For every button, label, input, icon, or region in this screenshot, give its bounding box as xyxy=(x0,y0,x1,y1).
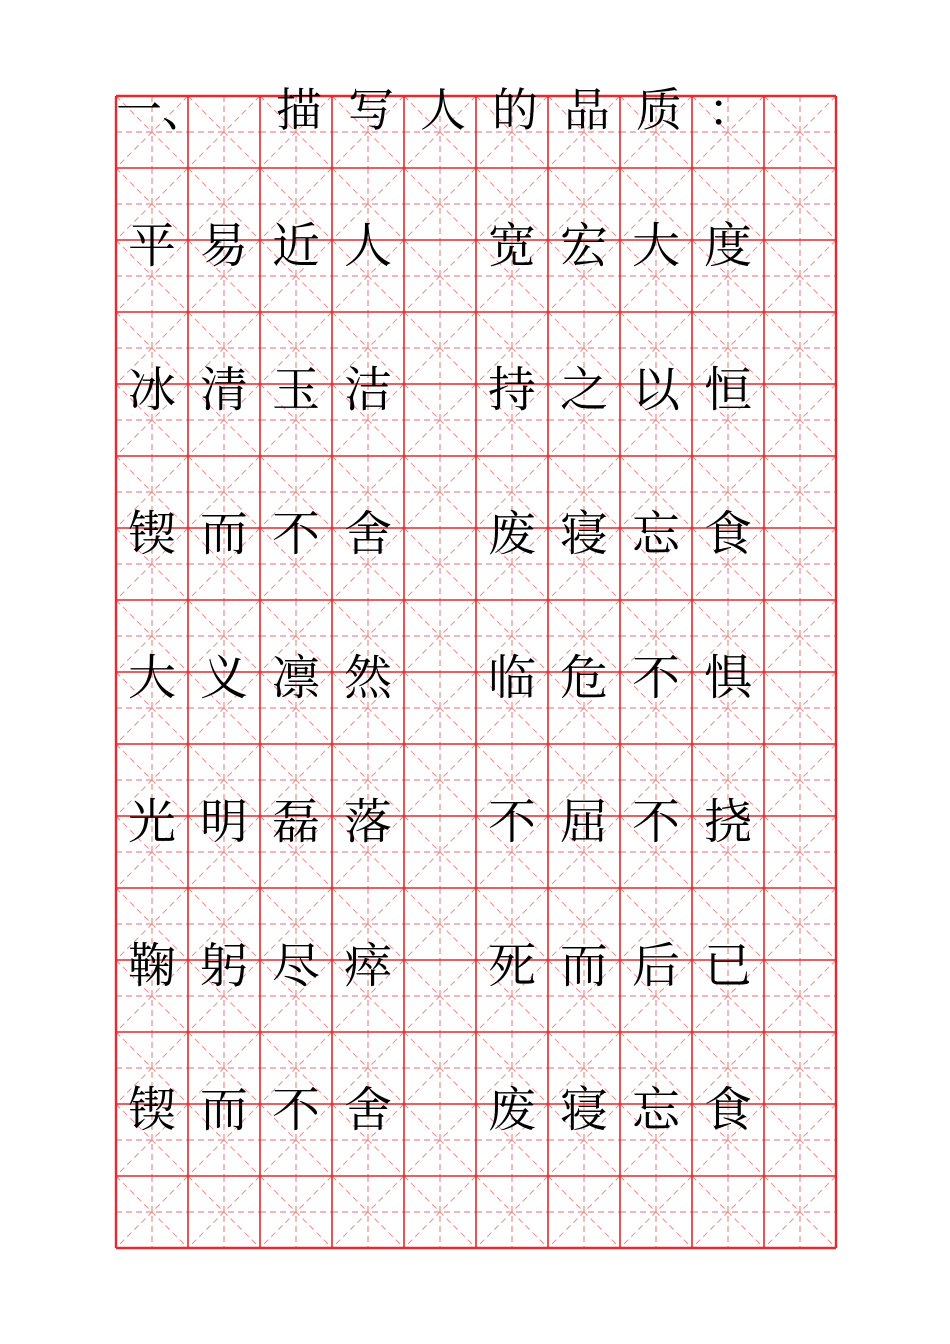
idiom-left-char: 平 xyxy=(127,218,176,274)
idiom-left-char: 光 xyxy=(127,794,176,850)
idiom-left-char: 义 xyxy=(199,650,248,706)
idiom-row xyxy=(116,642,836,714)
idiom-left-char: 易 xyxy=(199,218,248,274)
idiom-left-char: 落 xyxy=(343,794,392,850)
idiom-right-char: 后 xyxy=(631,938,680,994)
idiom-right-char: 恒 xyxy=(703,362,752,418)
idiom-left-char: 近 xyxy=(271,218,320,274)
idiom-right-char: 宏 xyxy=(559,218,608,274)
heading xyxy=(116,82,836,138)
idiom-right-char: 屈 xyxy=(559,794,608,850)
idiom-right-char: 临 xyxy=(487,650,536,706)
idiom-right-char: 死 xyxy=(487,938,536,994)
idiom-row xyxy=(116,930,836,1002)
idiom-row xyxy=(116,210,836,282)
idiom-left-char: 锲 xyxy=(127,506,176,562)
idiom-right-char: 而 xyxy=(559,938,608,994)
idiom-left-char: 而 xyxy=(199,1082,248,1138)
idiom-row xyxy=(116,1074,836,1146)
idiom-left-char: 明 xyxy=(199,794,248,850)
heading-char: 描 xyxy=(276,83,322,137)
heading-char: 品 xyxy=(564,83,610,137)
idiom-left-char: 鞠 xyxy=(127,938,176,994)
idiom-left-char: 舍 xyxy=(343,1082,392,1138)
idiom-right-char: 危 xyxy=(559,650,608,706)
idiom-left-char: 洁 xyxy=(343,362,392,418)
idiom-left-char: 磊 xyxy=(271,794,320,850)
idiom-right-char: 大 xyxy=(631,218,680,274)
idiom-right-char: 忘 xyxy=(631,506,680,562)
heading-char: 人 xyxy=(420,83,466,137)
idiom-right-char: 已 xyxy=(703,938,752,994)
idiom-left-char: 不 xyxy=(271,1082,320,1138)
idiom-right-char: 废 xyxy=(487,506,536,562)
idiom-left-char: 躬 xyxy=(199,938,248,994)
idiom-right-char: 不 xyxy=(631,794,680,850)
idiom-left-char: 瘁 xyxy=(343,938,392,994)
heading-char: 质 xyxy=(636,83,682,137)
idiom-right-char: 寝 xyxy=(559,506,608,562)
idiom-right-char: 忘 xyxy=(631,1082,680,1138)
idiom-left-char: 大 xyxy=(127,650,176,706)
idiom-right-char: 之 xyxy=(559,362,608,418)
idiom-left-char: 锲 xyxy=(127,1082,176,1138)
idiom-right-char: 挠 xyxy=(703,794,752,850)
idiom-right-char: 不 xyxy=(631,650,680,706)
idiom-right-char: 不 xyxy=(487,794,536,850)
idiom-right-char: 食 xyxy=(703,506,752,562)
idiom-right-char: 寝 xyxy=(559,1082,608,1138)
idiom-left-char: 不 xyxy=(271,506,320,562)
heading-char: 写 xyxy=(348,83,394,137)
idiom-right-char: 惧 xyxy=(703,650,752,706)
heading-number: 一、 xyxy=(116,83,208,137)
idiom-row xyxy=(116,498,836,570)
idiom-left-char: 舍 xyxy=(343,506,392,562)
idiom-right-char: 废 xyxy=(487,1082,536,1138)
idiom-left-char: 玉 xyxy=(271,362,320,418)
idiom-left-char: 凛 xyxy=(271,650,320,706)
idiom-right-char: 以 xyxy=(631,362,680,418)
idiom-left-char: 冰 xyxy=(127,362,176,418)
idiom-left-char: 尽 xyxy=(271,938,320,994)
idiom-left-char: 清 xyxy=(199,362,248,418)
idiom-row xyxy=(116,354,836,426)
idiom-left-char: 然 xyxy=(343,650,392,706)
idiom-left-char: 人 xyxy=(343,218,392,274)
idiom-right-char: 持 xyxy=(487,362,536,418)
heading-char: ： xyxy=(708,83,754,137)
heading-char: 的 xyxy=(492,83,538,137)
idiom-row xyxy=(116,786,836,858)
idiom-left-char: 而 xyxy=(199,506,248,562)
idiom-right-char: 度 xyxy=(703,218,752,274)
idiom-right-char: 宽 xyxy=(487,218,536,274)
idiom-right-char: 食 xyxy=(703,1082,752,1138)
